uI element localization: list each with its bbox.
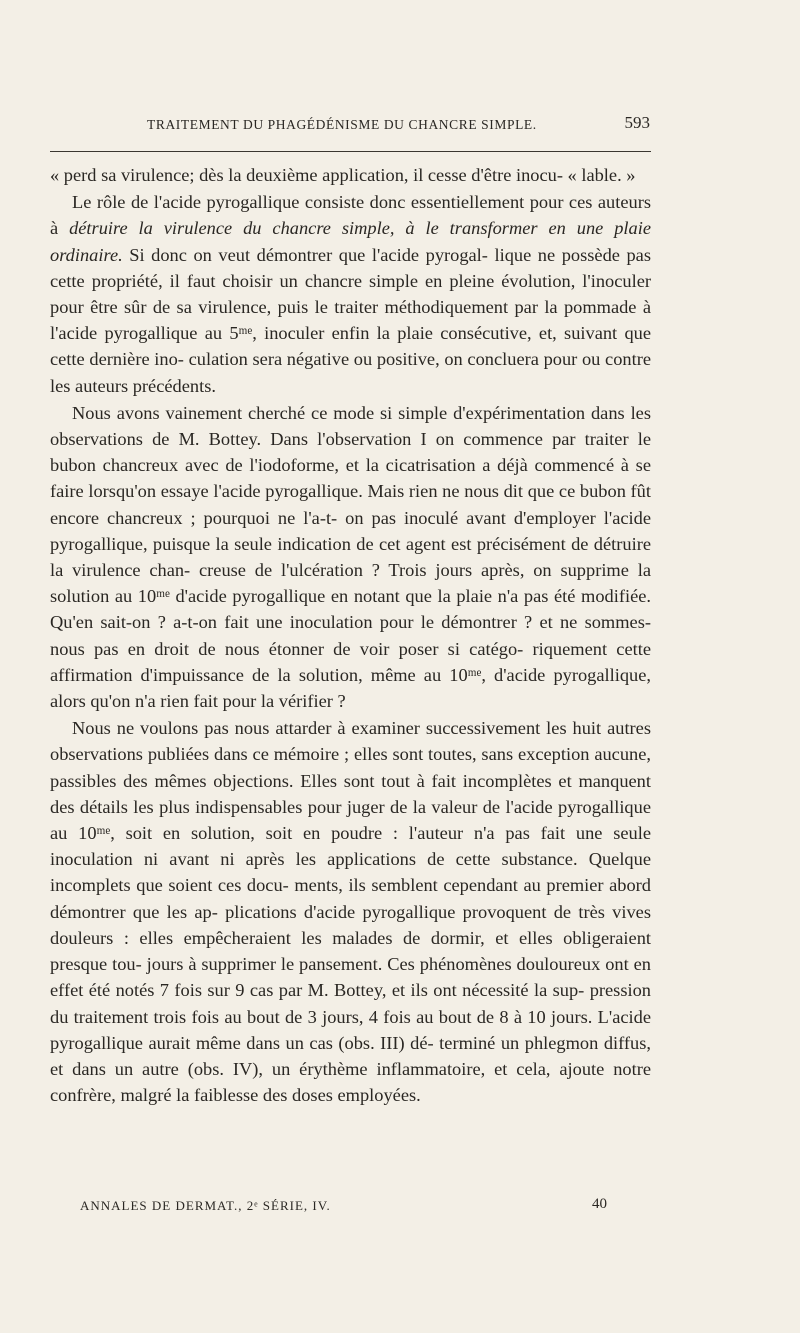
page-footer <box>50 1196 651 1220</box>
paragraph-2-intro: Le rôle de l'acide pyrogallique consiste donc essentiellement pour ces auteurs à <box>50 192 651 239</box>
page-header <box>50 113 650 137</box>
page-number: 593 <box>624 113 650 132</box>
paragraph-3: Nous avons vainement cherché ce mode si simple d'expérimentation dans les observations de M. Bottey. Dans l'observation I on commence par traiter le bubon chancreux avec de l'iodoforme, et la cicatrisation a déjà commencé à se faire lorsqu'on essaye l'acide pyrogallique. Mais rien ne nous dit que ce bubon fût encore chancreux ; pourquoi ne l'a-t- on pas inoculé avant d'employer l'acide pyrogallique, puisque la seule indication de cet agent est précisément de détruire la virulence chan- creuse de l'ulcération ? Trois jours après, on supprime la solution au 10ᵐᵉ d'acide pyrogallique en notant que la plaie n'a pas été modifiée. Qu'en sait-on ? a-t-on fait une inoculation pour le démontrer ? et ne sommes-nous pas en droit de nous étonner de voir poser si catégo- riquement cette affirmation d'impuissance de la solution, même au 10ᵐᵉ, d'acide pyrogallique, alors qu'on n'a rien fait pour la vérifier ? <box>50 402 651 712</box>
paragraph-4: Nous ne voulons pas nous attarder à examiner successivement les huit autres observations publiées dans ce mémoire ; elles sont toutes, sans exception aucune, passibles des mêmes objections. Elles sont tout à fait incomplètes et manquent des détails les plus indispensables pour juger de la valeur de l'acide pyrogallique au 10ᵐᵉ, soit en solution, soit en poudre : l'auteur n'a pas fait une seule inoculation ni avant ni après les applications de cette substance. Quelque incomplets que soient ces docu- ments, ils semblent cependant au premier abord démontrer que les ap- plications d'acide pyrogallique provoquent de très vives douleurs : elles empêcheraient les malades de dormir, et elles obligeraient presque tou- jours à supprimer le pansement. Ces phénomènes douloureux ont en effet été notés 7 fois sur 9 cas par M. Bottey, et ils ont nécessité la sup- pression du traitement trois fois au bout de 3 jours, 4 fois au bout de 8 à 10 jours. L'acide pyrogallique aurait même dans un cas (obs. III) dé- terminé un phlegmon diffus, et dans un autre (obs. IV), un érythème inflammatoire, et cela, ajoute notre confrère, malgré la faiblesse des doses employées. <box>50 718 651 1106</box>
header-rule <box>50 151 651 152</box>
paragraph-2 <box>50 189 651 399</box>
running-title: TRAITEMENT DU PHAGÉDÉNISME DU CHANCRE SIMPLE. <box>147 117 537 132</box>
body-text <box>50 162 651 1108</box>
signature-line: ANNALES DE DERMAT., 2ᵉ SÉRIE, IV. <box>80 1198 331 1213</box>
paragraph-2-rest: Si donc on veut démontrer que l'acide pyrogal- lique ne possède pas cette propriété, il faut choisir un chancre simple en pleine évolution, l'inoculer pour être sûr de sa virulence, puis le traiter méthodiquement par la pommade à l'acide pyrogallique au 5ᵐᵉ, inoculer enfin la plaie consécutive, et, suivant que cette dernière ino- culation sera négative ou positive, on concluera pour ou contre les auteurs précédents. <box>50 244 651 396</box>
paragraph-1: « perd sa virulence; dès la deuxième application, il cesse d'être inocu- « lable. » <box>50 165 636 185</box>
sheet-number: 40 <box>592 1196 607 1212</box>
paragraph-2-emphasis: détruire la virulence du chancre simple, à le transformer en une plaie ordinaire. <box>50 218 651 265</box>
